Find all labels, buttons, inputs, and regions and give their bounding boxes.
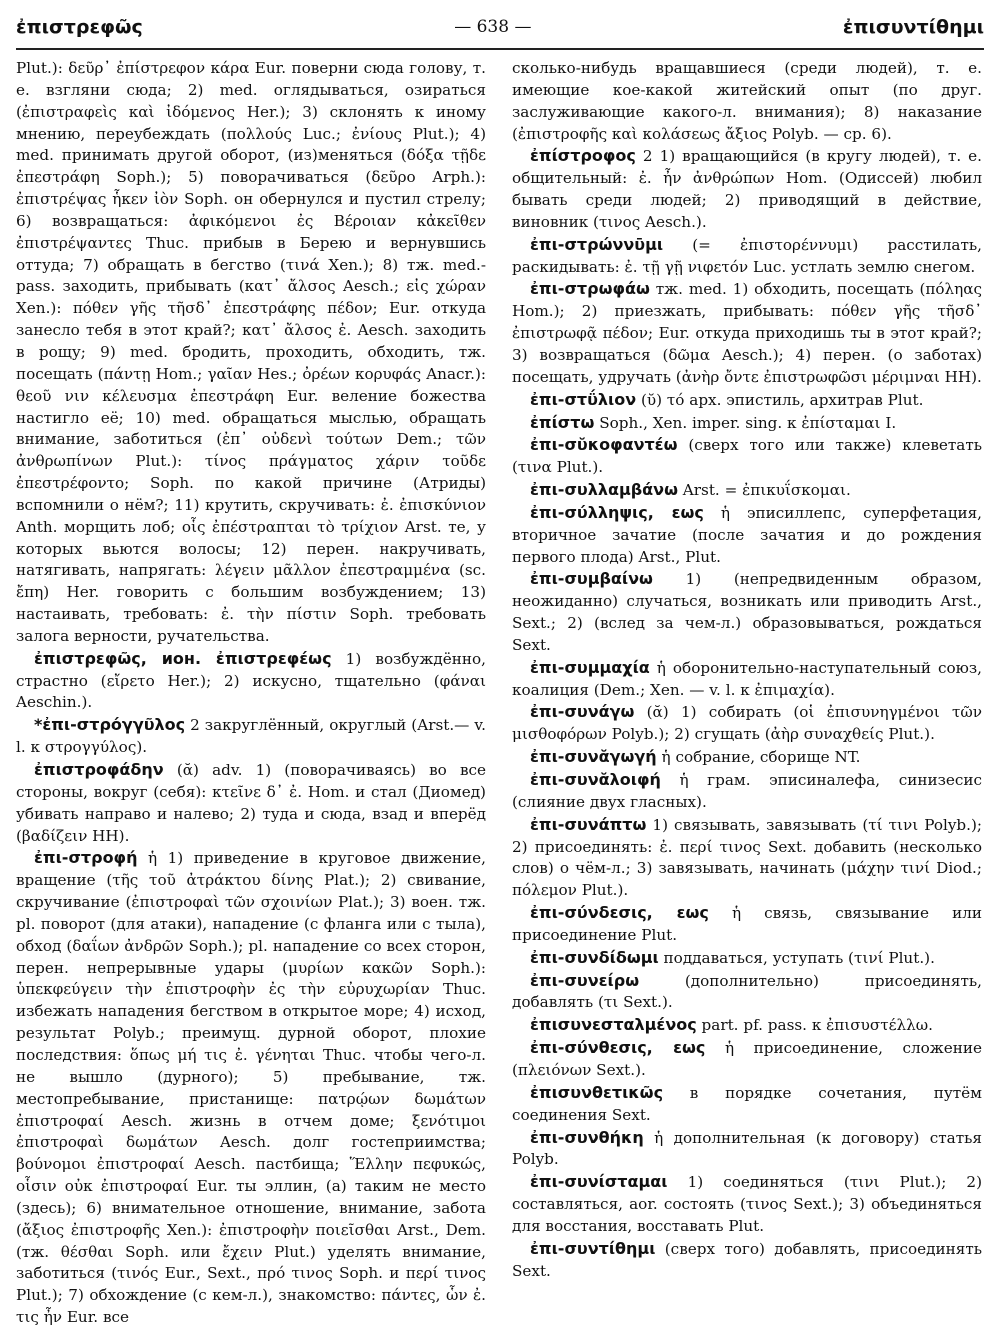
entry-headword: ἐπι-συνίσταμαι <box>530 1172 668 1192</box>
entry-headword: ἐπι-συνάγω <box>530 702 635 722</box>
entry-headword: ἐπιστρεφῶς, ион. ἐπιστρεφέως <box>34 648 332 668</box>
dictionary-entry <box>512 434 982 479</box>
dictionary-entry <box>512 145 982 233</box>
dictionary-entry <box>512 746 982 769</box>
page-number: — 638 — <box>454 17 532 37</box>
dictionary-entry <box>512 1127 982 1172</box>
entry-text: (сверх того или также) клеветать (τινα Plut.). <box>512 436 982 477</box>
dictionary-entry <box>512 278 982 388</box>
entry-headword: ἐπι-σύνθεσις, εως <box>530 1038 706 1058</box>
dictionary-entry <box>512 701 982 746</box>
entry-text: (дополнительно) присоединять, добавлять (τι Sext.). <box>512 971 982 1012</box>
entry-text: ἡ собрание, сборище NT. <box>656 748 861 767</box>
entry-headword: ἐπισυνθετικῶς <box>530 1082 664 1102</box>
entry-text: (ῠ) τό арх. эпистиль, архитрав Plut. <box>636 390 924 409</box>
entry-headword: ἐπι-σύλληψις, εως <box>530 502 704 522</box>
running-head-left: ἐπιστρεφῶς <box>16 16 143 38</box>
entry-headword: ἐπι-συμμαχία <box>530 657 650 677</box>
entry-text: ἡ эписиллепс, суперфетация, вторичное зачатие (после зачатия и до рождения первого плода) Arst., Plut. <box>512 503 983 566</box>
dictionary-entry <box>512 769 982 814</box>
entry-headword: ἐπι-συνᾰγωγή <box>530 747 657 767</box>
entry-text: Plut.): δεῦρ᾽ ἐπίστρεφον κάρα Eur. поверни сюда голову, т. е. взгляни сюда; 2) med. оглядываться, озираться (ἐπιστραφεὶς καὶ ἰδόμενος Her.); 3) склонять к иному мнению, переубеждать (πολλούς Luc.; ἐνίους Plut.); 4) med. принимать другой оборот, (из)меняться (δόξα τῇδε ἐπεστράφη Soph.); 5) поворачиваться (δεῦρο Arph.): ἐπιστρέψας ἧκεν ἰὸν Soph. он обернулся и пустил стрелу; 6) возвращаться: ἀφικόμενοι ἐς Βέροιαν κἀκεῖθεν ἐπιστρέψαντες Thuc. прибыв в Берею и вернувшись оттуда; 7) обращать в бегство (τινά Xen.); 8) тж. med.-pass. заходить, прибывать (κατ᾽ ἄλσος Aesch.; εἰς χώραν Xen.): πόθεν γῆς τῆσδ᾽ ἐπεστράφης πέδον; Eur. откуда занесло тебя в этот край?; κατ᾽ ἄλσος ἐ. Aesch. заходить в рощу; 9) med. бродить, проходить, обходить, тж. посещать (πάντῃ Hom.; γαῖαν Hes.; ὀρέων κορυφάς Anacr.): θεοῦ νιν κέλευσμα ἐπεστράφη Eur. веление божества настигло её; 10) med. обращаться мыслью, обращать внимание, заботиться (ἐπ᾽ οὐδενὶ τούτων Dem.; τῶν ἀνθρωπίνων Plut.): τίνος πράγματος χάριν τοῦδε ἐπεστρέφοντο; Soph. по какой причине (Атриды) вспомнили о нём?; 11) крутить, скручивать: ἐ. ἐπισκύνιον Anth. морщить лоб; οἷς ἐπέστραπται τὸ τρίχιον Arst. те, у которых вьются волосы; 12) перен. накручивать, натягивать, напрягать: λέγειν μᾶλλον ἐπεστραμμένα (sc. ἔπη) Her. говорить с большим возбуждением; 13) настаивать, требовать: ἐ. τὴν πίστιν Soph. требовать залога верности, ручательства. <box>16 59 486 645</box>
dictionary-entry <box>16 714 486 759</box>
entry-headword: ἐπι-συνδίδωμι <box>530 947 659 967</box>
entry-text: ἡ дополнительная (к договору) статья Polyb. <box>512 1128 982 1169</box>
entry-text: тж. med. 1) обходить, посещать (πόληας Hom.); 2) приезжать, прибывать: πόθεν γῆς τῆσδ᾽ ἐπιστρωφᾷ πέδον; Eur. откуда приходишь ты в этот край?; 3) возвращаться (δῶμα Aesch.); 4) перен. (о заботах) посещать, удручать (ἀνὴρ ὄντε ἐπιστρωφῶσι μέριμναι HH). <box>512 280 982 386</box>
entry-text: 1) связывать, завязывать (τί τινι Polyb.); 2) присоединять: ἐ. περί τινος Sext. добавить (несколько слов) о чём-л.; 3) завязывать, начинать (μάχην τινί Diod.; πόλεμον Plut.). <box>512 815 982 900</box>
dictionary-entry <box>512 568 982 656</box>
entry-headword: ἐπι-σῠκοφαντέω <box>530 435 678 455</box>
dictionary-entry <box>512 412 982 435</box>
entry-headword: ἐπι-συνᾰλοιφή <box>530 770 661 789</box>
header-rule <box>16 48 984 50</box>
entry-headword: ἐπι-συμβαίνω <box>530 569 653 589</box>
entry-text: Arst. = ἐπικυΐσκομαι. <box>677 481 851 500</box>
dictionary-entry <box>16 58 486 648</box>
entry-headword: ἐπιστροφάδην <box>34 760 164 779</box>
dictionary-entry <box>512 1037 982 1082</box>
dictionary-entry <box>512 389 982 412</box>
dictionary-entry <box>16 759 486 847</box>
dictionary-entry <box>512 947 982 970</box>
entry-text: ἡ 1) приведение в круговое движение, вращение (τῆς τοῦ ἀτράκτου δίνης Plat.); 2) свивание, скручивание (ἐπιστροφαὶ τῶν σχοινίων Plat.); 3) воен. тж. pl. поворот (для атаки), нападение (с фланга или с тыла), обход (δαΐων ἀνδρῶν Soph.); pl. нападение со всех сторон, перен. непрерывные удары (μυρίων κακῶν Soph.): ὑπεκφεύγειν τὴν ἐπιστροφὴν ἐς τὴν εὐρυχωρίαν Thuc. избежать нападения бегством в открытое море; 4) исход, результат Polyb.; преимущ. дурной оборот, плохие последствия: ὅπως μή τις ἐ. γένηται Thuc. чтобы чего-л. не вышло (дурного); 5) пребывание, тж. местопребывание, пристанище: πατρῴων δωμάτων ἐπιστροφαί Aesch. жизнь в отчем доме; ξενότιμοι ἐπιστροφαὶ δωμάτων Aesch. долг гостеприимства; βούνομοι ἐπιστροφαί Aesch. пастбища; Ἕλλην πεφυκώς, οἷσιν οὐκ ἐπιστροφαί Eur. ты эллин, (а) таким не место (здесь); 6) внимательное отношение, внимание, забота (ἄξιος ἐπιστροφῆς Xen.): ἐπιστροφὴν ποιεῖσθαι Arst., Dem. (тж. θέσθαι Soph. или ἔχειν Plut.) уделять внимание, заботиться (τινός Eur., Sext., πρό τινος Soph. и περί τινος Plut.); 7) обхождение (с кем-л.), знакомство: πάντες, ὧν ἐ. τις ἦν Eur. все <box>16 849 486 1327</box>
entry-text: сколько-нибудь вращавшиеся (среди людей), т. е. имеющие кое-какой житейский опыт (по друг. заслуживающие какого-л. внимания); 8) наказание (ἐπιστροφῆς καὶ κολάσεως ἄξιος Polyb. — ср. 6). <box>512 59 982 143</box>
right-column <box>512 58 982 1282</box>
entry-headword: ἐπι-συνάπτω <box>530 814 647 834</box>
dictionary-entry <box>512 479 982 502</box>
dictionary-entry <box>512 502 982 569</box>
entry-text: в порядке сочетания, путём соединения Sext. <box>512 1083 982 1124</box>
entry-headword: ἐπι-συνείρω <box>530 970 640 990</box>
entry-headword: ἐπίστω <box>530 412 595 432</box>
dictionary-entry <box>512 1238 982 1283</box>
dictionary-entry <box>512 902 982 947</box>
dictionary-entry <box>512 657 982 702</box>
entry-text: (= ἐπιστορέννυμι) расстилать, раскидывать: ἐ. τῇ γῇ νιφετόν Luc. устлать землю снегом. <box>512 235 982 276</box>
dictionary-entry <box>16 648 486 715</box>
entry-headword: ἐπι-στΰλιον <box>530 389 637 409</box>
entry-headword: ἐπίστροφος <box>530 146 636 166</box>
entry-text: Soph., Xen. imper. sing. к ἐπίσταμαι I. <box>594 413 897 432</box>
entry-headword: ἐπισυνεσταλμένος <box>530 1015 697 1035</box>
entry-headword: ἐπι-στροφή <box>34 848 138 868</box>
entry-headword: ἐπι-στρώννῡμι <box>530 234 664 254</box>
entry-headword: ἐπι-σύνδεσις, εως <box>530 903 709 923</box>
dictionary-entry <box>512 58 982 145</box>
entry-text: (ᾰ) 1) собирать (οἱ ἐπισυνηγμένοι τῶν μισθοφόρων Polyb.); 2) сгущать (ἀὴρ συναχθείς Plut.). <box>512 703 982 744</box>
left-column <box>16 58 486 1329</box>
entry-text: (сверх того) добавлять, присоединять Sext. <box>512 1239 982 1280</box>
entry-text: ἡ оборонительно-наступательный союз, коалиция (Dem.; Xen. — v. l. к ἐπιμαχία). <box>512 658 982 699</box>
dictionary-entry <box>512 234 982 279</box>
entry-text: 1) соединяться (τινι Plut.); 2) составляться, aor. состоять (τινος Sext.); 3) объединяться для восстания, восставать Plut. <box>512 1173 982 1235</box>
dictionary-entry <box>512 1082 982 1127</box>
dictionary-entry <box>512 1014 982 1037</box>
entry-text: ἡ связь, связывание или присоединение Plut. <box>512 904 983 944</box>
dictionary-entry <box>512 814 982 902</box>
dictionary-entry <box>512 970 982 1015</box>
entry-text: поддаваться, уступать (τινί Plut.). <box>658 948 935 967</box>
entry-headword: ἐπι-στρωφάω <box>530 279 650 299</box>
entry-headword: ἐπι-συνθήκη <box>530 1127 644 1147</box>
entry-text: ἡ присоединение, сложение (πλειόνων Sext.). <box>512 1039 982 1079</box>
entry-headword: *ἐπι-στρόγγῦλος <box>34 715 186 735</box>
entry-text: 2 закруглённый, округлый (Arst.— v. l. к στρογγύλος). <box>16 716 486 757</box>
running-head-right: ἐπισυντίθημι <box>842 16 984 38</box>
page-header <box>16 10 984 44</box>
entry-text: 2 1) вращающийся (в кругу людей), т. е. общительный: ἐ. ἦν ἀνθρώπων Hom. (Одиссей) любил бывать среди людей; 2) приводящий в действие, виновник (τινος Aesch.). <box>512 147 982 231</box>
entry-text: 1) (непредвиденным образом, неожиданно) случаться, возникать или приводить Arst., Sext.; 2) (вслед за чем-л.) образовываться, рождаться Sext. <box>512 570 982 654</box>
entry-headword: ἐπι-συντίθημι <box>530 1238 656 1258</box>
dictionary-entry <box>512 1171 982 1238</box>
entry-text: (ᾰ) adv. 1) (поворачиваясь) во все стороны, вокруг (себя): κτεῖνε δ᾽ ἐ. Hom. и стал (Диомед) убивать направо и налево; 2) туда и сюда, взад и вперёд (βαδίζειν HH). <box>16 761 486 845</box>
dictionary-entry <box>16 847 486 1329</box>
entry-text: part. pf. pass. к ἐπισυστέλλω. <box>696 1016 933 1035</box>
entry-text: ἡ грам. эписиналефа, синизесис (слияние двух гласных). <box>512 771 982 811</box>
entry-text: 1) возбуждённо, страстно (εἴρετο Her.); 2) искусно, тщательно (φάναι Aeschin.). <box>16 649 486 712</box>
entry-headword: ἐπι-συλλαμβάνω <box>530 480 678 500</box>
